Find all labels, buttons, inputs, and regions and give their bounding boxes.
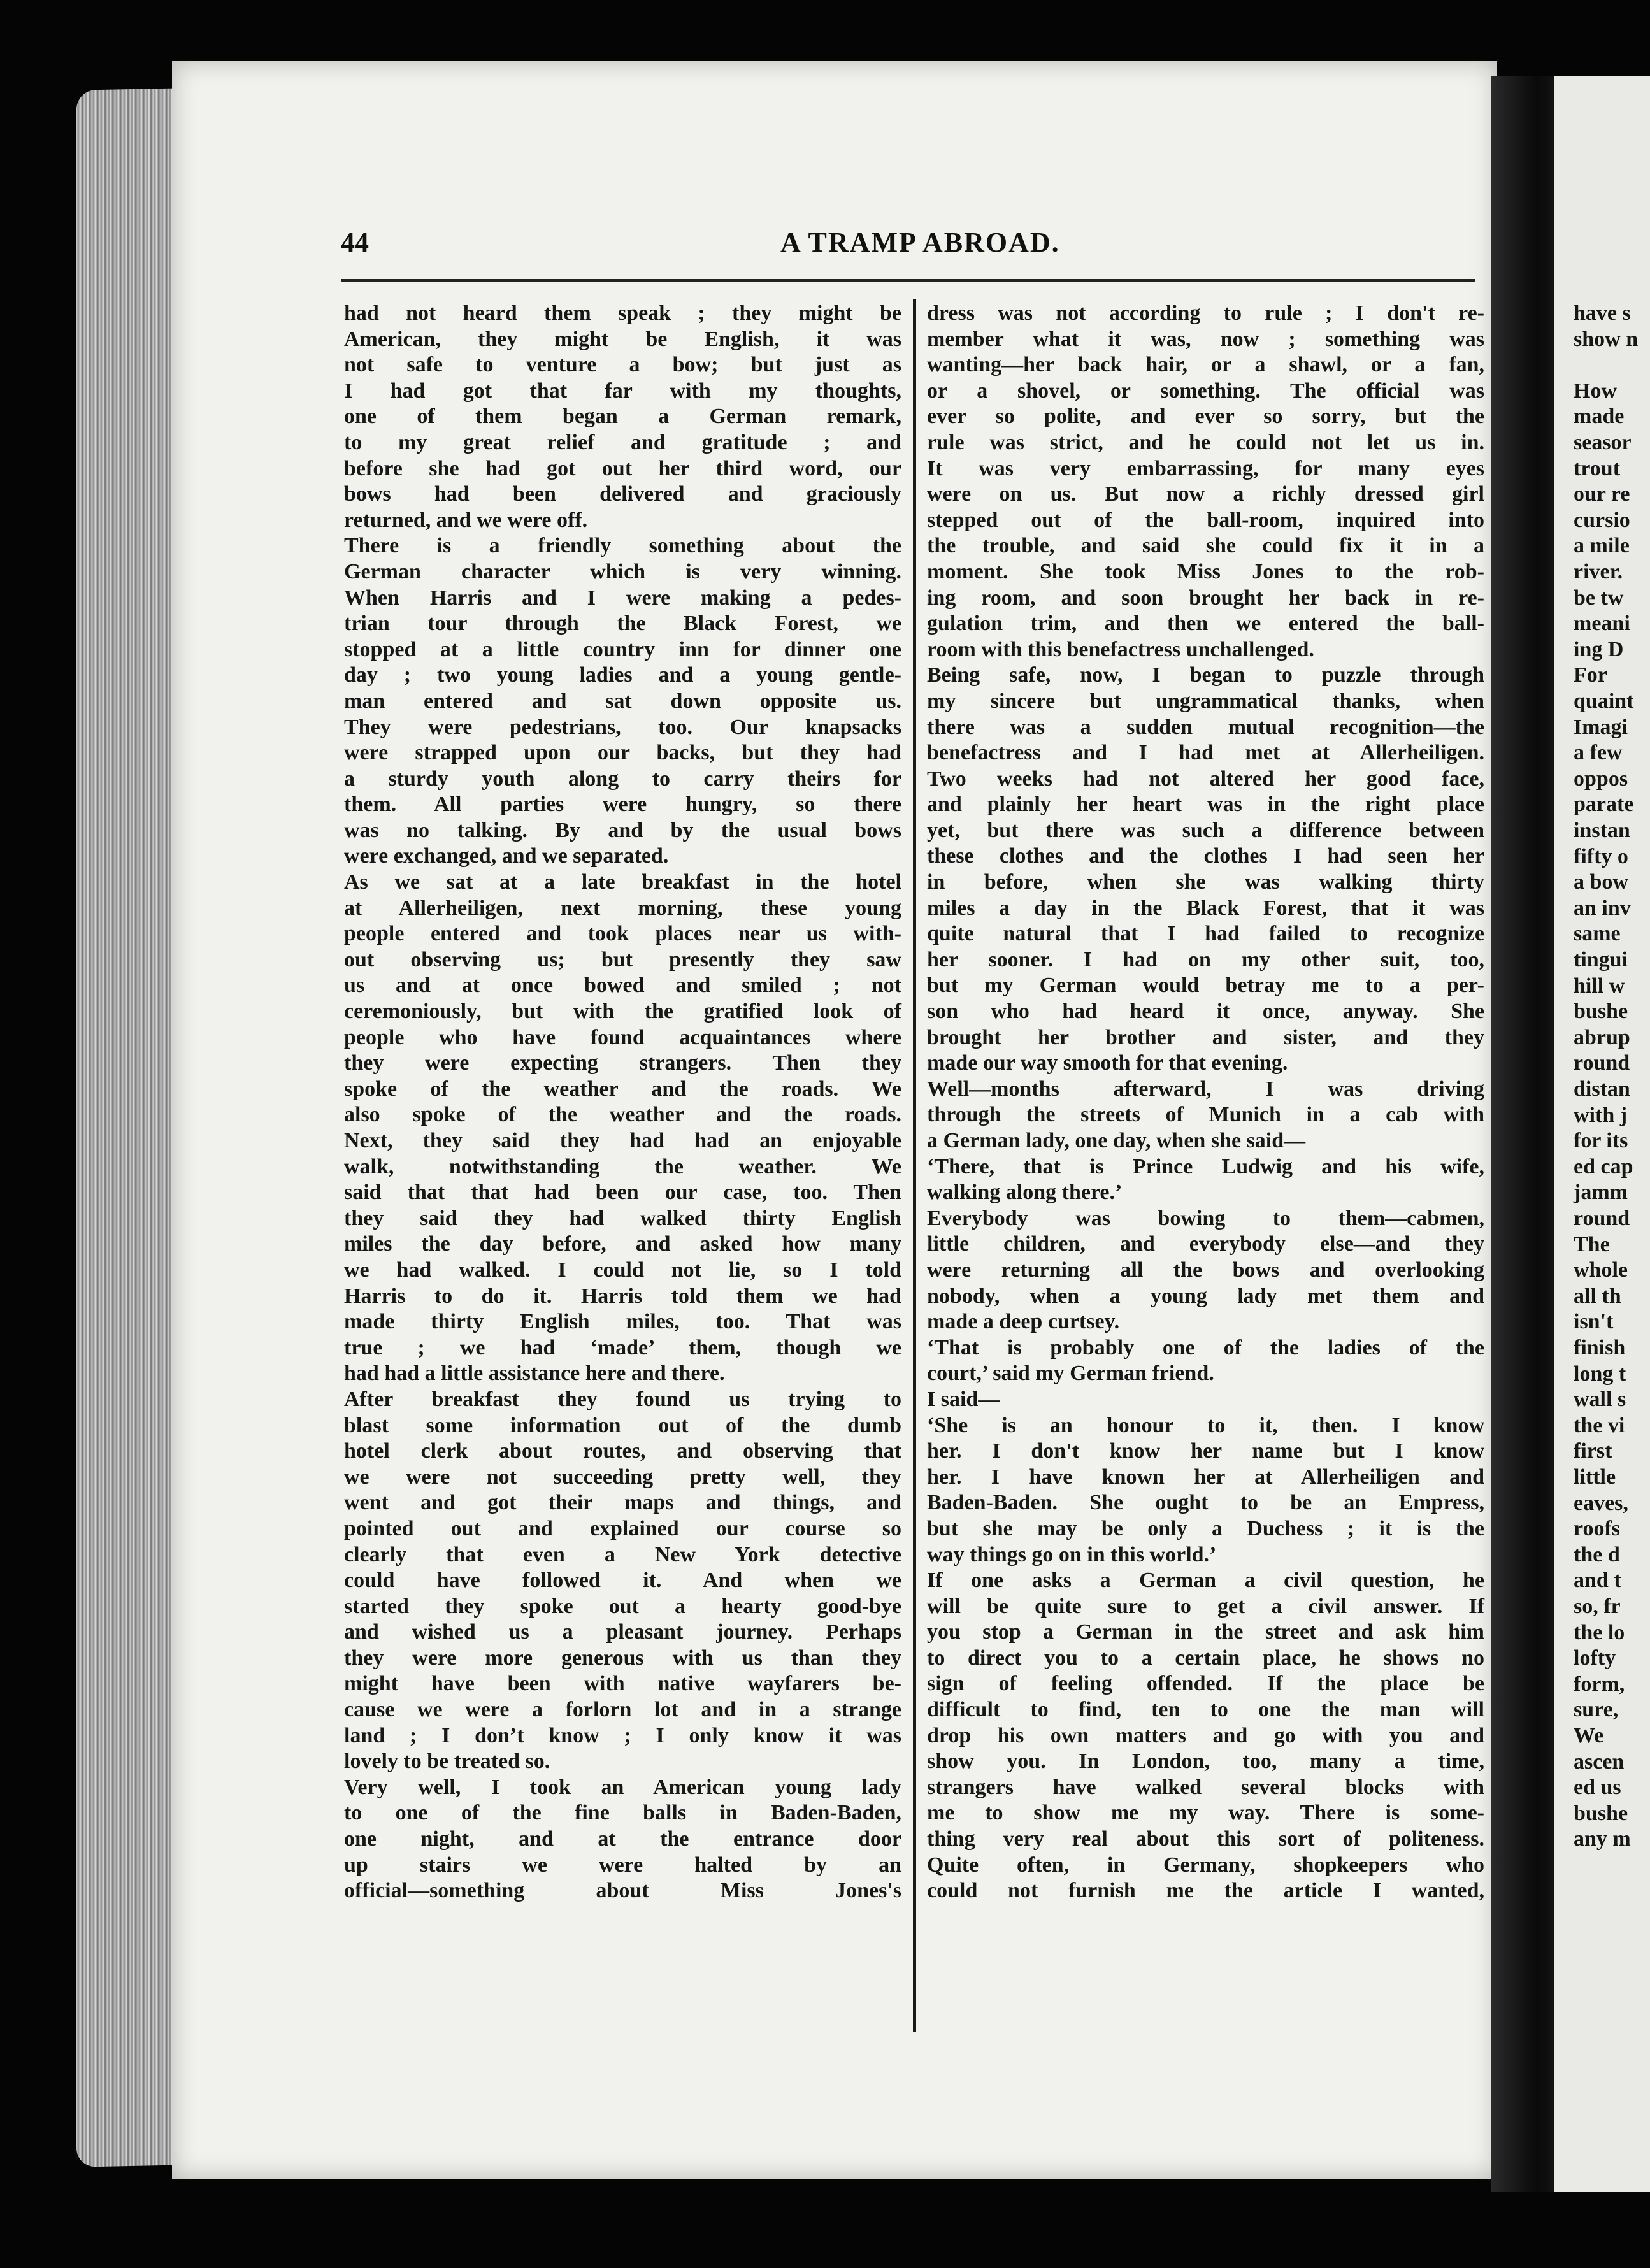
- facing-page-text-fragment: our re: [1574, 482, 1630, 506]
- text-line: ‘There, that is Prince Ludwig and his wife,: [927, 1154, 1484, 1179]
- facing-page-text-fragment: the lo: [1574, 1620, 1625, 1644]
- facing-page-fragment: [1554, 76, 1650, 2192]
- text-line: there was a sudden mutual recognition—the: [927, 715, 1484, 739]
- page-header: [341, 226, 1475, 264]
- facing-page-text-fragment: long t: [1574, 1361, 1626, 1386]
- facing-page-text-fragment: the vi: [1574, 1413, 1625, 1437]
- text-line: little children, and everybody else—and they: [927, 1232, 1484, 1256]
- text-line: show you. In London, too, many a time,: [927, 1749, 1484, 1774]
- facing-page-text-fragment: distan: [1574, 1077, 1630, 1101]
- facing-page-text-fragment: bushe: [1574, 1801, 1628, 1825]
- text-line: Quite often, in Germany, shopkeepers who: [927, 1853, 1484, 1877]
- facing-page-text-fragment: hill w: [1574, 973, 1625, 998]
- facing-page-text-fragment: The: [1574, 1232, 1610, 1256]
- text-line: sign of feeling offended. If the place be: [927, 1672, 1484, 1696]
- facing-page-text-fragment: tingui: [1574, 948, 1628, 972]
- text-line: official—something about Miss Jones's: [344, 1879, 901, 1903]
- facing-page-text-fragment: cursio: [1574, 508, 1630, 532]
- facing-page-text-fragment: quaint: [1574, 689, 1634, 713]
- text-line: in before, when she was walking thirty: [927, 870, 1484, 894]
- text-line: will be quite sure to get a civil answer. If: [927, 1594, 1484, 1618]
- text-line: I said—: [927, 1387, 1000, 1411]
- header-rule: [341, 279, 1475, 282]
- text-line: room with this benefactress unchallenged.: [927, 637, 1314, 661]
- text-line: miles the day before, and asked how many: [344, 1232, 901, 1256]
- text-line: ing room, and soon brought her back in re-: [927, 585, 1484, 610]
- text-line: started they spoke out a hearty good-bye: [344, 1594, 901, 1618]
- text-line: pointed out and explained our course so: [344, 1516, 901, 1540]
- facing-page-text-fragment: oppos: [1574, 766, 1628, 791]
- facing-page-text-fragment: a mile: [1574, 534, 1630, 558]
- text-line: stepped out of the ball-room, inquired into: [927, 508, 1484, 532]
- left-text-column: [344, 301, 901, 1904]
- facing-page-text-fragment: parate: [1574, 793, 1634, 817]
- text-line: Well—months afterward, I was driving: [927, 1077, 1484, 1101]
- facing-page-text-fragment: a bow: [1574, 870, 1628, 894]
- text-line: made our way smooth for that evening.: [927, 1051, 1288, 1075]
- text-line: to one of the fine balls in Baden-Baden,: [344, 1801, 901, 1825]
- text-line: but my German would betray me to a per-: [927, 973, 1484, 998]
- facing-page-text-fragment: have s: [1574, 301, 1631, 325]
- text-line: land ; I don’t know ; I only know it was: [344, 1723, 901, 1748]
- text-line: rule was strict, and he could not let us in.: [927, 430, 1484, 454]
- text-line: spoke of the weather and the roads. We: [344, 1077, 901, 1101]
- text-line: As we sat at a late breakfast in the hotel: [344, 870, 901, 894]
- text-line: also spoke of the weather and the roads.: [344, 1103, 901, 1127]
- facing-page-text-fragment: wall s: [1574, 1388, 1626, 1412]
- column-divider: [913, 299, 916, 2032]
- text-line: Two weeks had not altered her good face,: [927, 766, 1484, 791]
- text-line: had not heard them speak ; they might be: [344, 301, 901, 325]
- text-line: thing very real about this sort of politeness.: [927, 1827, 1484, 1851]
- text-line: before she had got out her third word, our: [344, 456, 901, 480]
- facing-page-text-fragment: an inv: [1574, 896, 1631, 920]
- text-line: Baden-Baden. She ought to be an Empress,: [927, 1491, 1484, 1515]
- text-line: people who have found acquaintances where: [344, 1025, 901, 1049]
- facing-page-text-fragment: so, fr: [1574, 1595, 1621, 1618]
- text-line: and wished us a pleasant journey. Perhaps: [344, 1620, 901, 1644]
- text-line: ceremoniously, but with the gratified look of: [344, 1000, 901, 1024]
- text-line: Being safe, now, I began to puzzle through: [927, 663, 1484, 687]
- text-line: trian tour through the Black Forest, we: [344, 612, 901, 636]
- text-line: her. I have known her at Allerheiligen and: [927, 1465, 1484, 1489]
- text-line: Everybody was bowing to them—cabmen,: [927, 1206, 1484, 1230]
- text-line: these clothes and the clothes I had seen her: [927, 844, 1484, 868]
- text-line: went and got their maps and things, and: [344, 1491, 901, 1515]
- text-line: There is a friendly something about the: [344, 534, 901, 558]
- facing-page-text-fragment: roofs: [1574, 1517, 1621, 1541]
- text-line: benefactress and I had met at Allerheiligen.: [927, 741, 1484, 765]
- text-line: might have been with native wayfarers be-: [344, 1672, 901, 1696]
- text-line: we had walked. I could not lie, so I told: [344, 1258, 901, 1282]
- text-line: American, they might be English, it was: [344, 327, 901, 351]
- facing-page-text-fragment: any m: [1574, 1827, 1631, 1851]
- facing-page-text-fragment: made: [1574, 405, 1625, 429]
- text-line: to my great relief and gratitude ; and: [344, 430, 901, 454]
- facing-page-text-fragment: abrup: [1574, 1025, 1630, 1049]
- facing-page-text-fragment: ing D: [1574, 637, 1624, 661]
- facing-page-text-fragment: instan: [1574, 819, 1630, 842]
- text-line: and plainly her heart was in the right place: [927, 793, 1484, 817]
- text-line: They were pedestrians, too. Our knapsacks: [344, 715, 901, 739]
- text-line: ‘That is probably one of the ladies of the: [927, 1335, 1484, 1360]
- facing-page-text-fragment: little: [1574, 1465, 1616, 1489]
- text-line: member what it was, now ; something was: [927, 327, 1484, 351]
- text-line: yet, but there was such a difference between: [927, 818, 1484, 842]
- text-line: out observing us; but presently they saw: [344, 947, 901, 972]
- text-line: It was very embarrassing, for many eyes: [927, 456, 1484, 480]
- text-line: cause we were a forlorn lot and in a strange: [344, 1698, 901, 1722]
- text-line: ever so polite, and ever so sorry, but the: [927, 405, 1484, 429]
- text-line: had had a little assistance here and there.: [344, 1361, 725, 1386]
- text-line: made a deep curtsey.: [927, 1310, 1120, 1334]
- facing-page-text-fragment: meani: [1574, 612, 1630, 636]
- text-line: could have followed it. And when we: [344, 1568, 901, 1593]
- text-line: to direct you to a certain place, he shows no: [927, 1646, 1484, 1670]
- text-line: her. I don't know her name but I know: [927, 1439, 1484, 1463]
- text-line: the trouble, and said she could fix it in a: [927, 534, 1484, 558]
- facing-page-text-fragment: form,: [1574, 1672, 1625, 1696]
- text-line: dress was not according to rule ; I don't re-: [927, 301, 1484, 325]
- facing-page-text-fragment: trout: [1574, 456, 1621, 480]
- text-line: walking along there.’: [927, 1181, 1123, 1205]
- facing-page-text-fragment: a few: [1574, 741, 1623, 765]
- facing-page-text-fragment: whole: [1574, 1258, 1628, 1282]
- text-line: we were not succeeding pretty well, they: [344, 1465, 901, 1489]
- facing-page-text-fragment: first: [1574, 1439, 1612, 1463]
- text-line: you stop a German in the street and ask him: [927, 1620, 1484, 1644]
- text-line: court,’ said my German friend.: [927, 1361, 1214, 1386]
- facing-page-text-fragment: with j: [1574, 1103, 1628, 1127]
- page-number: 44: [341, 227, 369, 258]
- text-line: us and at once bowed and smiled ; not: [344, 973, 901, 998]
- text-line: were on us. But now a richly dressed girl: [927, 482, 1484, 506]
- facing-page-text-fragment: round: [1574, 1207, 1630, 1230]
- text-line: man entered and sat down opposite us.: [344, 689, 901, 713]
- facing-page-text-fragment: sure,: [1574, 1698, 1619, 1722]
- text-line: but she may be only a Duchess ; it is the: [927, 1516, 1484, 1540]
- facing-page-text-fragment: for its: [1574, 1129, 1628, 1153]
- text-line: through the streets of Munich in a cab with: [927, 1103, 1484, 1127]
- facing-page-text-fragment: lofty: [1574, 1646, 1616, 1670]
- text-line: way things go on in this world.’: [927, 1542, 1217, 1567]
- facing-page-text-fragment: ed cap: [1574, 1154, 1633, 1179]
- text-line: Harris to do it. Harris told them we had: [344, 1284, 901, 1308]
- text-line: hotel clerk about routes, and observing that: [344, 1439, 901, 1463]
- text-line: brought her brother and sister, and they: [927, 1025, 1484, 1049]
- facing-page-text-fragment: Imagi: [1574, 715, 1628, 739]
- text-line: miles a day in the Black Forest, that it was: [927, 896, 1484, 920]
- text-line: her sooner. I had on my other suit, too,: [927, 947, 1484, 972]
- text-line: said that that had been our case, too. Then: [344, 1181, 901, 1205]
- text-line: gulation trim, and then we entered the ball-: [927, 612, 1484, 636]
- facing-page-text-fragment: jamm: [1574, 1181, 1628, 1205]
- text-line: up stairs we were halted by an: [344, 1853, 901, 1877]
- text-line: a sturdy youth along to carry theirs for: [344, 766, 901, 791]
- text-line: true ; we had ‘made’ them, though we: [344, 1335, 901, 1360]
- text-line: moment. She took Miss Jones to the rob-: [927, 559, 1484, 584]
- text-line: Very well, I took an American young lady: [344, 1775, 901, 1799]
- facing-page-text-fragment: ed us: [1574, 1776, 1621, 1800]
- text-line: bows had been delivered and graciously: [344, 482, 901, 506]
- text-line: When Harris and I were making a pedes-: [344, 585, 901, 610]
- facing-page-text-fragment: the d: [1574, 1542, 1620, 1567]
- text-line: wanting—her back hair, or a shawl, or a fan,: [927, 353, 1484, 377]
- facing-page-text-fragment: all th: [1574, 1284, 1621, 1308]
- text-line: strangers have walked several blocks with: [927, 1775, 1484, 1799]
- text-line: German character which is very winning.: [344, 559, 901, 584]
- text-line: I had got that far with my thoughts,: [344, 378, 901, 403]
- text-line: at Allerheiligen, next morning, these young: [344, 896, 901, 920]
- right-text-column: [927, 301, 1484, 1904]
- facing-page-text-fragment: show n: [1574, 327, 1639, 351]
- text-line: me to show me my way. There is some-: [927, 1801, 1484, 1825]
- text-line: a German lady, one day, when she said—: [927, 1129, 1306, 1152]
- facing-page-text-fragment: We: [1574, 1724, 1604, 1748]
- facing-page-text-fragment: ascen: [1574, 1749, 1625, 1774]
- facing-page-text-fragment: For: [1574, 663, 1607, 687]
- text-line: they were expecting strangers. Then they: [344, 1051, 901, 1075]
- facing-page-text-fragment: eaves,: [1574, 1491, 1628, 1515]
- text-line: people entered and took places near us with-: [344, 922, 901, 946]
- text-line: day ; two young ladies and a young gentle-: [344, 663, 901, 687]
- text-line: or a shovel, or something. The official was: [927, 378, 1484, 403]
- text-line: lovely to be treated so.: [344, 1749, 550, 1774]
- text-line: clearly that even a New York detective: [344, 1542, 901, 1567]
- facing-page-text-fragment: same: [1574, 922, 1621, 946]
- text-line: Next, they said they had had an enjoyable: [344, 1129, 901, 1152]
- text-line: they were more generous with us than they: [344, 1646, 901, 1670]
- text-line: made thirty English miles, too. That was: [344, 1310, 901, 1334]
- text-line: were returning all the bows and overlooking: [927, 1258, 1484, 1282]
- text-line: difficult to find, ten to one the man will: [927, 1698, 1484, 1722]
- facing-page-text-fragment: round: [1574, 1051, 1630, 1075]
- text-line: After breakfast they found us trying to: [344, 1387, 901, 1411]
- facing-page-text-fragment: bushe: [1574, 1000, 1628, 1024]
- text-line: returned, and we were off.: [344, 508, 588, 532]
- text-line: quite natural that I had failed to recognize: [927, 922, 1484, 946]
- text-line: nobody, when a young lady met them and: [927, 1284, 1484, 1308]
- facing-page-text-fragment: finish: [1574, 1336, 1626, 1360]
- facing-page-text-fragment: fifty o: [1574, 844, 1628, 868]
- text-line: could not furnish me the article I wanted,: [927, 1879, 1484, 1903]
- book-page-edges: [76, 88, 185, 2167]
- facing-page-text-fragment: seasor: [1574, 431, 1632, 454]
- text-line: not safe to venture a bow; but just as: [344, 353, 901, 377]
- text-line: stopped at a little country inn for dinner one: [344, 637, 901, 661]
- text-line: son who had heard it once, anyway. She: [927, 1000, 1484, 1024]
- text-line: were exchanged, and we separated.: [344, 844, 669, 868]
- facing-page-text-fragment: isn't: [1574, 1310, 1614, 1334]
- text-line: one night, and at the entrance door: [344, 1827, 901, 1851]
- facing-page-text-fragment: be tw: [1574, 585, 1624, 610]
- text-line: was no talking. By and by the usual bows: [344, 818, 901, 842]
- text-line: they said they had walked thirty English: [344, 1206, 901, 1230]
- text-line: drop his own matters and go with you and: [927, 1723, 1484, 1748]
- text-line: blast some information out of the dumb: [344, 1413, 901, 1437]
- facing-page-text-fragment: How: [1574, 378, 1617, 403]
- text-line: ‘She is an honour to it, then. I know: [927, 1413, 1484, 1437]
- text-line: them. All parties were hungry, so there: [344, 793, 901, 817]
- running-title: A TRAMP ABROAD.: [780, 227, 1060, 258]
- facing-page-text-fragment: river.: [1574, 560, 1623, 584]
- facing-page-text-fragment: and t: [1574, 1568, 1621, 1593]
- text-line: one of them began a German remark,: [344, 405, 901, 429]
- text-line: walk, notwithstanding the weather. We: [344, 1154, 901, 1179]
- text-line: my sincere but ungrammatical thanks, when: [927, 689, 1484, 713]
- text-line: were strapped upon our backs, but they had: [344, 741, 901, 765]
- text-line: If one asks a German a civil question, he: [927, 1568, 1484, 1593]
